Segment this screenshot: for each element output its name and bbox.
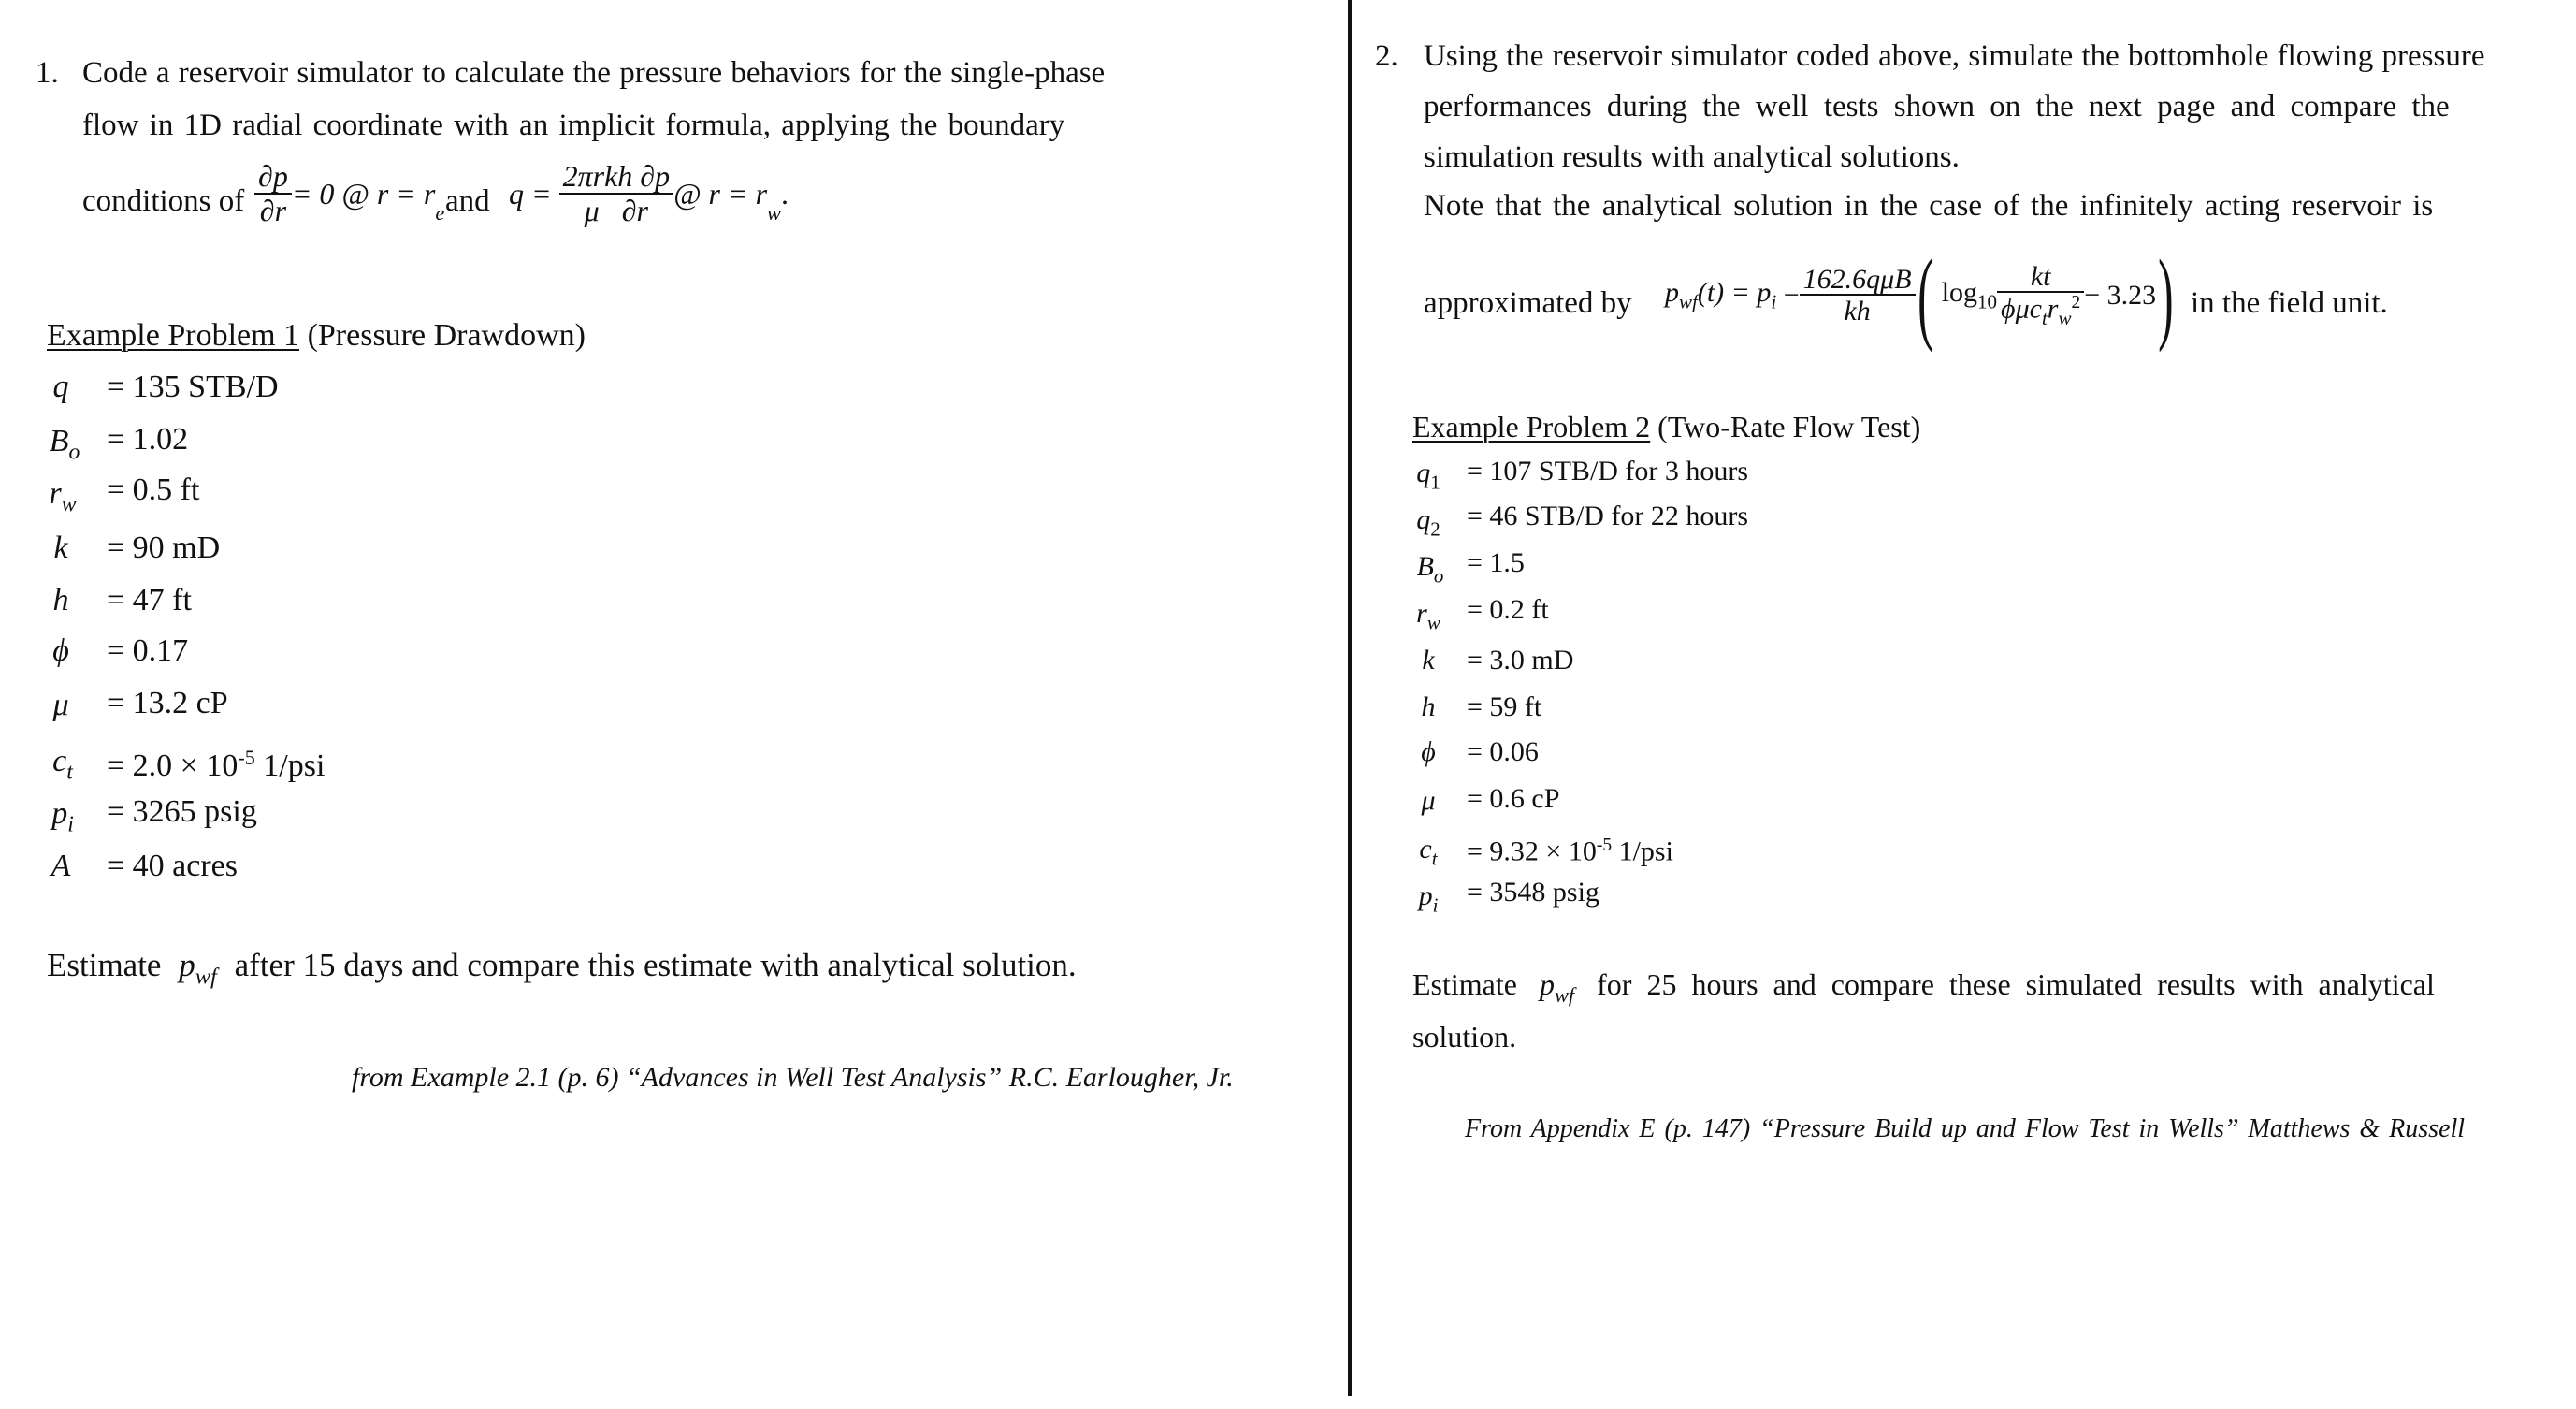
ex1-val-rw: = 0.5 ft (107, 472, 200, 507)
ex2-val-k: = 3.0 mD (1467, 645, 1574, 675)
ex2-var-rw: $r_w$ (1416, 598, 1440, 634)
bc1-denominator: ∂r (259, 193, 287, 227)
ex1-var-q: q (52, 370, 69, 404)
example2-citation: From Appendix E (p. 147) “Pressure Build up and Flow Test in Wells” Matthews & Russell (1465, 1114, 2466, 1143)
ex2-val-bo: = 1.5 (1467, 547, 1525, 578)
ex2-var-mu: μ (1421, 785, 1436, 816)
example2-estimate (1412, 966, 2435, 1014)
ex2-val-phi: = 0.06 (1467, 736, 1539, 767)
ex1-val-mu: = 13.2 cP (107, 686, 228, 720)
formula-constant: − 3.23 (2084, 280, 2157, 311)
ex1-val-phi: = 0.17 (107, 633, 189, 668)
ex2-var-phi: ϕ (1421, 736, 1436, 767)
ex1-estimate-sym: $p_{wf}$ (179, 947, 217, 990)
ex2-val-ct: = $9.32 \times 10^{-5}$ 1/psi (1467, 835, 1673, 867)
bc2-denominator: μ ∂r (584, 193, 648, 227)
bc2-numerator: 2πrkh ∂p (559, 161, 674, 195)
ex2-var-bo: $B_o$ (1416, 551, 1444, 588)
bc2-tail: @ r = r (673, 176, 768, 211)
ex1-var-h: h (52, 583, 69, 617)
ex2-val-mu: = 0.6 cP (1467, 783, 1560, 814)
column-divider (1348, 0, 1352, 1396)
ex2-val-pi: = 3548 psig (1467, 877, 1599, 908)
bc2-end: . (780, 176, 789, 211)
bc1-sub: e (435, 200, 445, 225)
ex1-estimate-post: after 15 days and compare this estimate with analytical solution. (234, 947, 1077, 983)
formula-lhs: $p_{wf}(t) = p_i$ (1665, 277, 1777, 313)
example1-subtitle: (Pressure Drawdown) (307, 318, 586, 353)
problem1-line1: Code a reservoir simulator to calculate the pressure behaviors for the single-phase (82, 56, 1106, 90)
ex2-val-q2: = 46 STB/D for 22 hours (1467, 501, 1749, 531)
ex2-estimate-sym: $p_{wf}$ (1539, 967, 1575, 1007)
conditions-prefix: conditions of (82, 184, 245, 218)
ex2-var-pi: $p_i$ (1418, 880, 1439, 917)
bc2-sub: w (767, 200, 781, 225)
ex2-estimate-line2: solution. (1412, 1020, 1517, 1053)
approx-suffix: in the field unit. (2191, 286, 2388, 320)
formula-log: $\log_{10}$ (1941, 277, 1998, 313)
analytical-formula (1665, 239, 2176, 353)
ex1-var-mu: μ (52, 688, 69, 722)
problem1-number: 1. (36, 56, 59, 90)
ex1-val-a: = 40 acres (107, 849, 239, 883)
example1-title: Example Problem 1 (47, 318, 300, 353)
ex2-val-rw: = 0.2 ft (1467, 594, 1549, 625)
problem2-line1: Using the reservoir simulator coded above, simulate the bottomhole flowing pressure (1424, 39, 2485, 73)
problem2-line2: performances during the well tests shown on the next page and compare the (1424, 90, 2450, 123)
example1-heading (47, 317, 586, 355)
bc1-numerator: ∂p (254, 161, 292, 195)
bc-and: and (445, 184, 490, 218)
ex1-val-bo: = 1.02 (107, 422, 189, 457)
formula-right-paren: ) (2158, 239, 2174, 353)
ex2-var-k: k (1422, 645, 1435, 675)
ex1-val-h: = 47 ft (107, 583, 192, 617)
ex1-var-a: A (51, 849, 71, 883)
problem2-line3: simulation results with analytical solutions. (1424, 140, 1960, 174)
ex1-estimate-pre: Estimate (47, 947, 162, 983)
example2-subtitle: (Two-Rate Flow Test) (1657, 410, 1921, 443)
ex1-val-pi: = 3265 psig (107, 794, 257, 829)
ex1-var-bo: $B_o$ (49, 424, 80, 465)
ex1-var-pi: $p_i$ (51, 796, 74, 837)
boundary-condition-outer (254, 161, 444, 227)
bc2-lhs: q = (509, 176, 552, 211)
ex2-var-q1: $q_1$ (1416, 458, 1440, 494)
ex1-var-ct: $c_t$ (52, 744, 73, 785)
formula-inner-fraction: $\frac{kt}{\phi\mu c_tr_w^2}$ (1997, 262, 2084, 330)
ex1-val-ct-text: = $2.0 \times 10^{-5}$ 1/psi (107, 746, 326, 784)
ex2-estimate-post: for 25 hours and compare these simulated results with analytical (1597, 967, 2435, 1001)
example1-estimate (47, 947, 1077, 996)
ex1-var-rw: $r_w$ (49, 476, 77, 517)
bc1-equation: = 0 @ r = r (291, 176, 436, 211)
ex2-var-h: h (1421, 691, 1436, 722)
ex2-var-q2: $q_2$ (1416, 504, 1440, 541)
ex1-val-ct (107, 739, 325, 785)
approx-prefix: approximated by (1424, 286, 1632, 320)
formula-coefficient: $\frac{\text{162.6qμB}}{kh}$ (1800, 265, 1916, 327)
boundary-condition-inner (509, 161, 789, 227)
problem1-line2: flow in 1D radial coordinate with an implicit formula, applying the boundary (82, 109, 1065, 142)
problem2-number: 2. (1375, 39, 1398, 73)
problem2-line4: Note that the analytical solution in the case of the infinitely acting reservoir is (1424, 189, 2434, 223)
example2-heading (1412, 408, 1920, 445)
formula-minus: − (1783, 280, 1800, 311)
ex2-val-q1: = 107 STB/D for 3 hours (1467, 456, 1749, 487)
example1-citation: from Example 2.1 (p. 6) “Advances in Well Test Analysis” R.C. Earlougher, Jr. (352, 1062, 1234, 1093)
example2-title: Example Problem 2 (1412, 410, 1651, 443)
ex1-var-phi: ϕ (52, 633, 69, 668)
ex2-estimate-pre: Estimate (1412, 967, 1517, 1001)
formula-left-paren: ( (1917, 239, 1933, 353)
ex2-val-h: = 59 ft (1467, 691, 1542, 722)
right-column (1353, 0, 2576, 1409)
ex1-var-k: k (53, 530, 68, 565)
ex1-val-q: = 135 STB/D (107, 370, 279, 404)
ex2-var-ct: $c_t$ (1419, 834, 1438, 870)
ex1-val-k: = 90 mD (107, 530, 221, 565)
